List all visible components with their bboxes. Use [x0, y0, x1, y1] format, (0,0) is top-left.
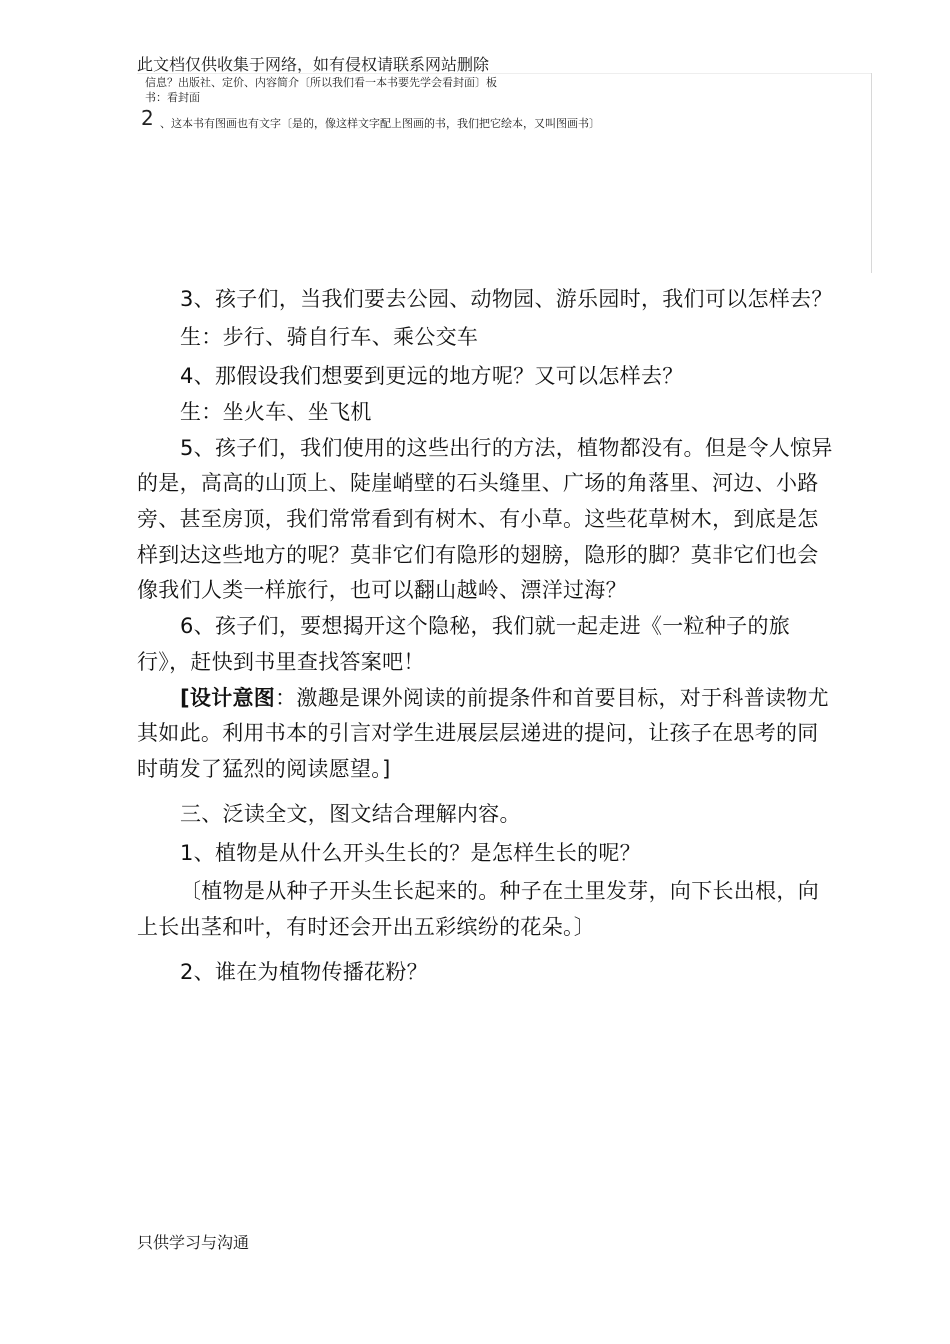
paragraph-6-line-2: 行》，赶快到书里查找答案吧！ — [137, 650, 425, 674]
section-3-question-2: 2、谁在为植物传播花粉？ — [180, 960, 428, 984]
paragraph-6-line-1: 6、孩子们，要想揭开这个隐秘，我们就一起走进《一粒种子的旅 — [180, 614, 791, 638]
answer-3: 生：步行、骑自行车、乘公交车 — [180, 325, 479, 349]
header-note: 此文档仅供收集于网络，如有侵权请联系网站删除 — [137, 55, 490, 74]
design-intent-line-3: 时萌发了猛烈的阅读愿望。] — [137, 757, 391, 781]
paragraph-5-line-5: 像我们人类一样旅行，也可以翻山越岭、漂洋过海？ — [137, 578, 627, 602]
paragraph-5-line-3: 旁、甚至房顶，我们常常看到有树木、有小草。这些花草树木，到底是怎 — [137, 507, 819, 531]
design-intent-label: [设计意图 — [180, 686, 276, 710]
design-intent-text: ：激趣是课外阅读的前提条件和首要目标，对于科普读物尤 — [275, 686, 829, 710]
paragraph-5-line-4: 样到达这些地方的呢？莫非它们有隐形的翅膀，隐形的脚？莫非它们也会 — [137, 543, 819, 567]
design-intent-line-2: 其如此。利用书本的引言对学生进展层层递进的提问，让孩子在思考的同 — [137, 721, 819, 745]
section-3-heading: 三、泛读全文，图文结合理解内容。 — [180, 802, 521, 826]
small-text-line-3: 、这本书有图画也有文字〔是的，像这样文字配上图画的书，我们把它绘本，又叫图画书〕 — [160, 117, 600, 130]
design-intent-line-1 — [180, 682, 829, 712]
section-3-answer-1-line-1: 〔植物是从种子开头生长起来的。种子在土里发芽，向下长出根，向 — [180, 879, 819, 903]
section-3-answer-1-line-2: 上长出茎和叶，有时还会开出五彩缤纷的花朵。〕 — [137, 915, 596, 939]
question-4: 4、那假设我们想要到更远的地方呢？又可以怎样去？ — [180, 364, 684, 388]
answer-4: 生：坐火车、坐飞机 — [180, 400, 372, 424]
small-text-number: 2 — [141, 106, 154, 130]
small-text-line-2: 书：看封面 — [145, 91, 200, 104]
paragraph-5-line-1: 5、孩子们，我们使用的这些出行的方法，植物都没有。但是令人惊异 — [180, 436, 833, 460]
question-3: 3、孩子们，当我们要去公园、动物园、游乐园时，我们可以怎样去？ — [180, 287, 833, 311]
footer-note: 只供学习与沟通 — [137, 1233, 250, 1252]
small-text-line-1: 信息？出版社、定价、内容简介〔所以我们看一本书要先学会看封面〕板 — [145, 76, 497, 89]
section-3-question-1: 1、植物是从什么开头生长的？是怎样生长的呢？ — [180, 841, 641, 865]
paragraph-5-line-2: 的是，高高的山顶上、陡崖峭壁的石头缝里、广场的角落里、河边、小路 — [137, 471, 819, 495]
right-margin-rule — [871, 73, 872, 273]
